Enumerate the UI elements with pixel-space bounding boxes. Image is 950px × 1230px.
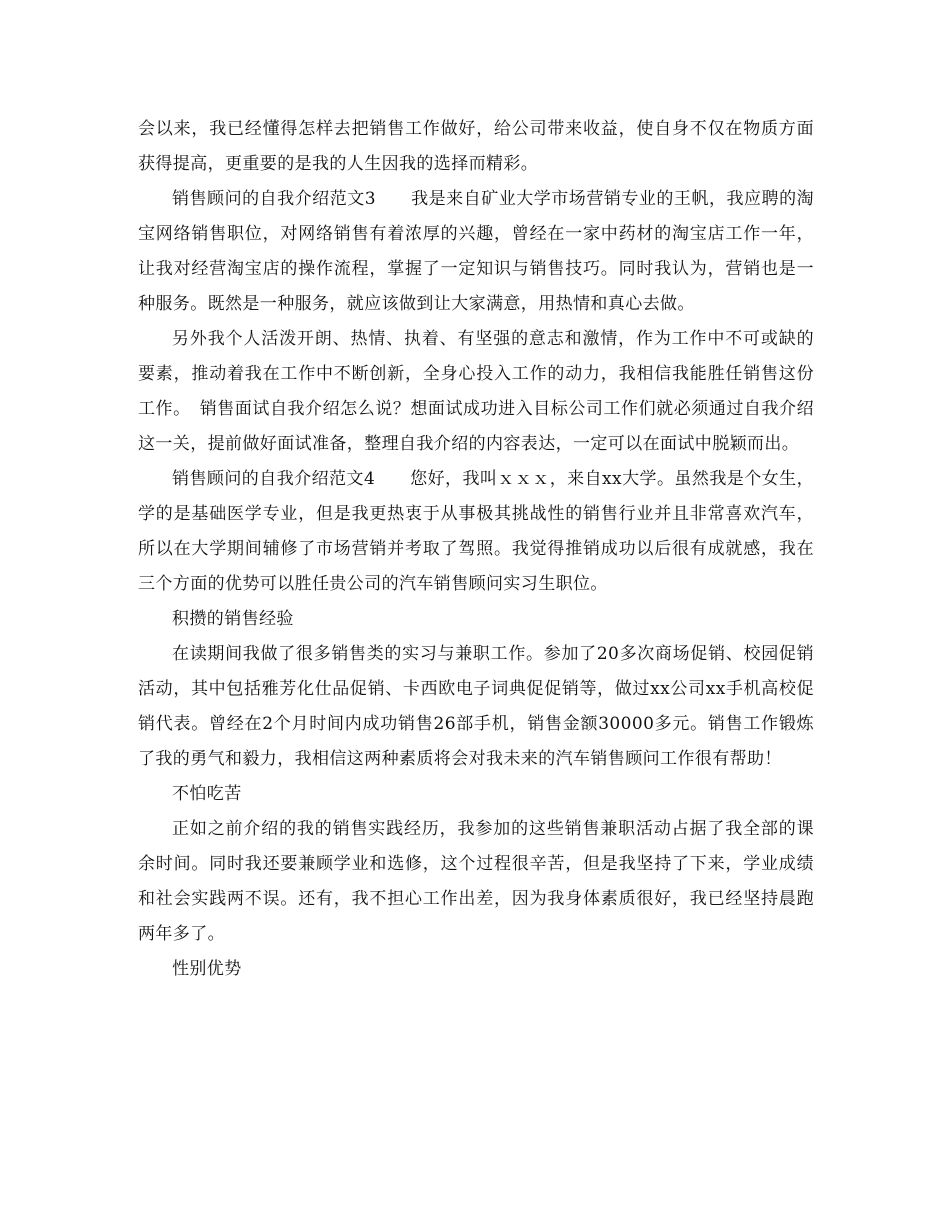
paragraph-sales-experience: 在读期间我做了很多销售类的实习与兼职工作。参加了20多次商场促销、校园促销活动，其中包括雅芳化仕品促销、卡西欧电子词典促促销等，做过xx公司xx手机高校促销代表。曾经在2个月时间内成功销售26部手机，销售金额30000多元。销售工作锻炼了我的勇气和毅力，我相信这两种素质将会对我未来的汽车销售顾问工作很有帮助！ [138,644,814,769]
paragraph-sample-4: 销售顾问的自我介绍范文4 您好，我叫ｘｘｘ，来自xx大学。虽然我是个女生，学的是基础医学专业，但是我更热衷于从事极其挑战性的销售行业并且非常喜欢汽车，所以在大学期间辅修了市场营销并考取了驾照。我觉得推销成功以后很有成就感，我在三个方面的优势可以胜任贵公司的汽车销售顾问实习生职位。 [138,469,814,594]
paragraph-continuation: 会以来，我已经懂得怎样去把销售工作做好，给公司带来收益，使自身不仅在物质方面获得提高，更重要的是我的人生因我的选择而精彩。 [138,119,814,174]
heading-sales-experience: 积攒的销售经验 [172,609,294,629]
heading-hardworking: 不怕吃苦 [172,784,242,804]
paragraph-sample-3: 销售顾问的自我介绍范文3 我是来自矿业大学市场营销专业的王帆，我应聘的淘宝网络销售职位，对网络销售有着浓厚的兴趣，曾经在一家中药材的淘宝店工作一年，让我对经营淘宝店的操作流程，掌握了一定知识与销售技巧。同时我认为，营销也是一种服务。既然是一种服务，就应该做到让大家满意，用热情和真心去做。 [138,189,814,314]
heading-gender-advantage: 性别优势 [172,959,242,979]
document-body [138,112,814,987]
paragraph-hardworking: 正如之前介绍的我的销售实践经历，我参加的这些销售兼职活动占据了我全部的课余时间。同时我还要兼顾学业和选修，这个过程很辛苦，但是我坚持了下来，学业成绩和社会实践两不误。还有，我不担心工作出差，因为我身体素质很好，我已经坚持晨跑两年多了。 [138,819,814,944]
paragraph-personality: 另外我个人活泼开朗、热情、执着、有坚强的意志和激情，作为工作中不可或缺的要素，推动着我在工作中不断创新，全身心投入工作的动力，我相信我能胜任销售这份工作。 销售面试自我介绍怎么说？想面试成功进入目标公司工作们就必须通过自我介绍这一关，提前做好面试准备，整理自我介绍的内容表达，一定可以在面试中脱颖而出。 [138,329,814,454]
